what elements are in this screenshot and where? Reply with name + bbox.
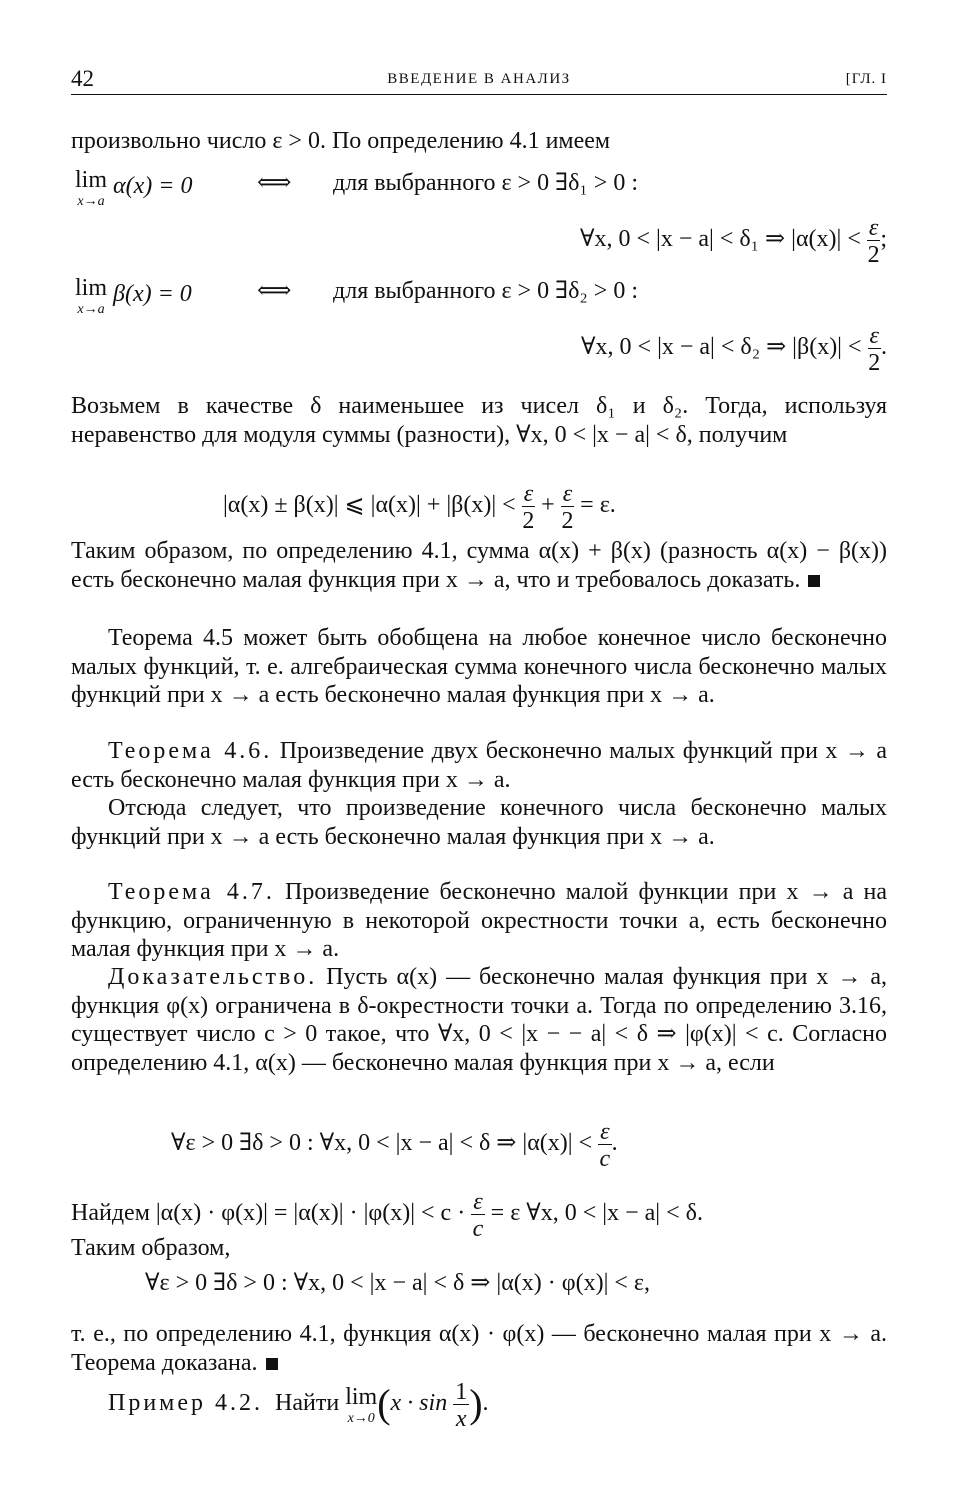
iff-symbol: ⟺ [257,170,292,196]
formula-lhs: β(x) = 0 [113,281,192,307]
page-number: 42 [71,66,94,91]
limit-operator: lim x→0 [345,1384,378,1426]
theorem-label: Теорема 4.7. [108,879,275,905]
example-4-2: Пример 4.2. Найти lim x→0 (x · sin $\frac{1}{x}$ ). [108,1379,489,1432]
paragraph-thus: Таким образом, [71,1235,231,1261]
paragraph-corollary: Отсюда следует, что произведение конечного числа бесконечно малых функций при x → a есть бесконечно малая функция при x → a. [71,795,887,850]
running-title: ВВЕДЕНИЕ В АНАЛИЗ [387,71,571,87]
formula-lhs: α(x) = 0 [113,173,193,199]
running-header [71,62,887,95]
formula-alpha-limit [75,168,192,209]
paragraph-delta-choice: Возьмем в качестве δ наименьшее из чисел δ₁ и δ₂. Тогда, используя неравенство для модуля суммы (разности), ∀x, 0 < |x − a| < δ, получим [71,393,887,448]
fraction-one-over-x: $\frac{1}{x}$ [455,1379,468,1432]
formula-implication: ∀x, 0 < |x − a| < δ₂ ⇒ |β(x)| < $\frac{\varepsilon}{2}$ . [581,323,887,376]
fraction-eps-over-2: $\frac{\varepsilon}{2}$ [522,481,535,534]
qed-square-icon [808,575,820,587]
book-page [71,62,888,1432]
formula-condition: для выбранного ε > 0 ∃δ₁ > 0 : [333,170,638,196]
paragraph-conclusion: Таким образом, по определению 4.1, сумма α(x) + β(x) (разность α(x) − β(x)) есть бесконечно малая функция при x → a, что и требовалось доказать. [71,538,887,593]
formula-product-estimate: Найдем |α(x) · φ(x)| = |α(x)| · |φ(x)| < c · $\frac{\varepsilon}{c}$ = ε ∀x, 0 < |x − a| < δ. [71,1189,703,1242]
theorem-4-7: Теорема 4.7. Произведение бесконечно малой функции при x → a на функцию, ограниченную в некоторой окрестности точки a, есть бесконечно малая функция при x → a. [71,879,888,962]
fraction-eps-over-c: $\frac{\varepsilon}{c}$ [599,1119,611,1172]
fraction-eps-over-2: $\frac{\varepsilon}{2}$ [867,215,880,268]
example-label: Пример 4.2. [108,1390,264,1416]
formula-beta-limit [75,276,192,317]
proof-label: Доказательство. [108,964,318,990]
formula-alpha-definition: ∀ε > 0 ∃δ > 0 : ∀x, 0 < |x − a| < δ ⇒ |α(x)| < $\frac{\varepsilon}{c}$ . [171,1119,618,1172]
formula-triangle-inequality: |α(x) ± β(x)| ⩽ |α(x)| + |β(x)| < $\frac{\varepsilon}{2}$ + $\frac{\varepsilon}{2}$ = ε. [223,481,616,534]
formula-product-limit: ∀ε > 0 ∃δ > 0 : ∀x, 0 < |x − a| < δ ⇒ |α(x) · φ(x)| < ε, [145,1270,651,1296]
fraction-eps-over-2: $\frac{\varepsilon}{2}$ [868,323,881,376]
theorem-label: Теорема 4.6. [108,738,273,764]
paragraph-theorem-proved: т. е., по определению 4.1, функция α(x) · φ(x) — бесконечно малая при x → a. Теорема доказана. [71,1321,887,1376]
limit-operator: lim x→a [75,167,108,209]
iff-symbol: ⟺ [257,278,292,304]
chapter-label: [ГЛ. I [845,71,887,87]
fraction-eps-over-2: $\frac{\varepsilon}{2}$ [561,481,574,534]
fraction-eps-over-c: $\frac{\varepsilon}{c}$ [472,1189,484,1242]
qed-square-icon [266,1358,278,1370]
paragraph-generalization: Теорема 4.5 может быть обобщена на любое конечное число бесконечно малых функций, т. е. алгебраическая сумма конечного числа бесконечно малых функций при x → a есть бесконечно малая функция при x → a. [71,625,887,708]
paragraph-intro: произвольно число ε > 0. По определению 4.1 имеем [71,128,611,154]
limit-operator: lim x→a [75,275,108,317]
formula-implication: ∀x, 0 < |x − a| < δ₁ ⇒ |α(x)| < $\frac{\varepsilon}{2}$ ; [580,215,887,268]
theorem-4-6: Теорема 4.6. Произведение двух бесконечно малых функций при x → a есть бесконечно малая функция при x → a. [71,738,888,793]
proof-paragraph: Доказательство. Пусть α(x) — бесконечно малая функция при x → a, функция φ(x) ограничена в δ-окрестности точки a. Тогда по определению 3.16, существует число c > 0 такое, что ∀x, 0 < |x − − a| < δ ⇒ |φ(x)| < c. Согласно определению 4.1, α(x) — бесконечно малая функция при x → a, если [71,964,887,1076]
formula-condition: для выбранного ε > 0 ∃δ₂ > 0 : [333,278,638,304]
